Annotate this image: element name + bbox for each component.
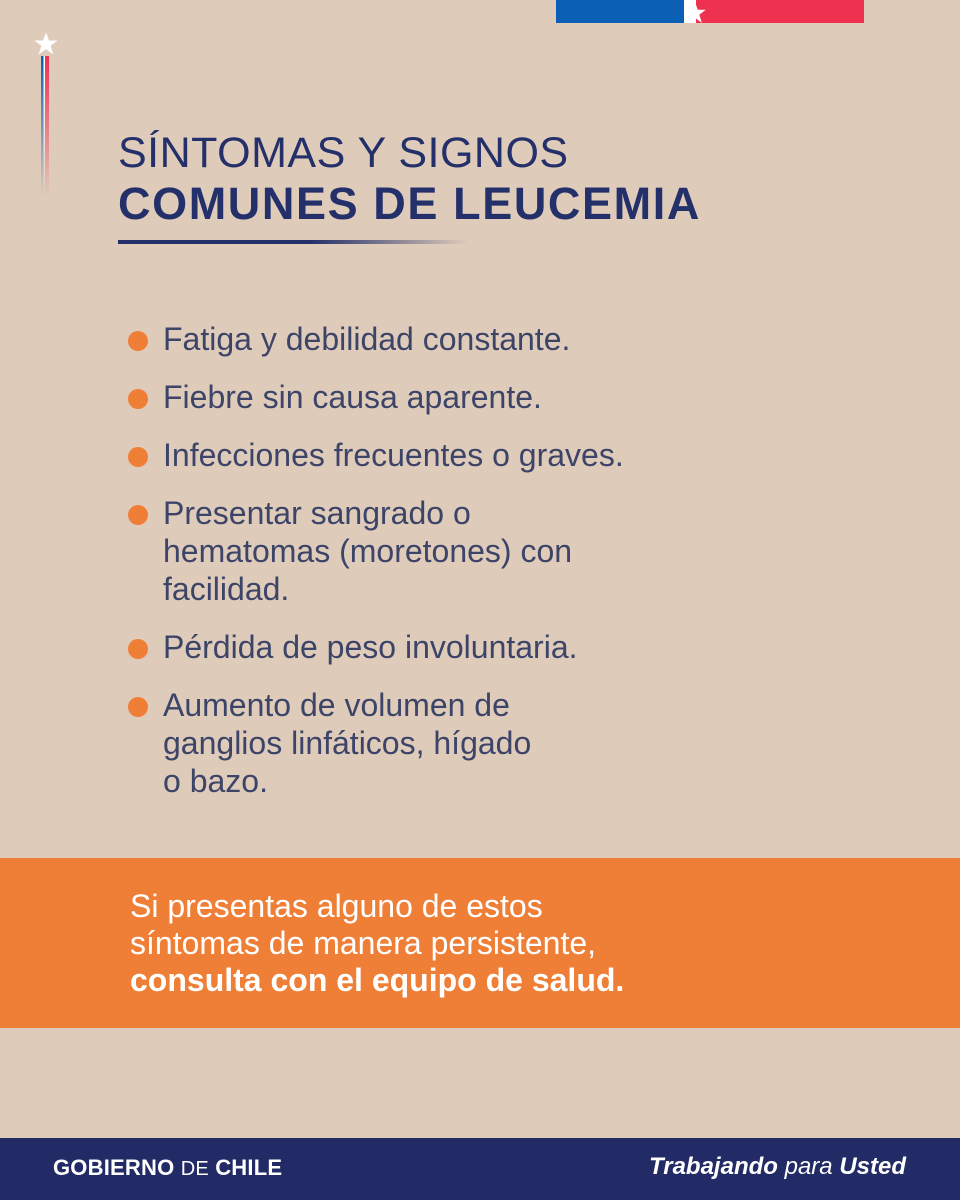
flag-bar	[556, 0, 864, 23]
symptom-text	[163, 686, 531, 800]
footer-word-gobierno: GOBIERNO	[53, 1155, 175, 1180]
list-item	[128, 378, 748, 416]
slogan-word-trabajando: Trabajando	[649, 1153, 778, 1180]
symptom-line: facilidad.	[163, 571, 290, 607]
symptom-line: Presentar sangrado o	[163, 495, 471, 531]
symptom-text	[163, 378, 542, 416]
list-item	[128, 494, 748, 608]
symptom-line: Pérdida de peso involuntaria.	[163, 629, 578, 665]
list-item	[128, 628, 748, 666]
footer	[0, 1138, 960, 1200]
symptom-line: hematomas (moretones) con	[163, 533, 573, 569]
list-item	[128, 320, 748, 358]
title-underline	[118, 240, 468, 244]
symptom-line: Aumento de volumen de	[163, 687, 510, 723]
side-star-icon	[32, 30, 60, 58]
bullet-dot-icon	[128, 505, 148, 525]
symptom-text	[163, 628, 578, 666]
footer-word-chile: CHILE	[215, 1155, 283, 1180]
symptom-line: Fiebre sin causa aparente.	[163, 379, 542, 415]
page-title	[118, 130, 701, 231]
cta-line-1: Si presentas alguno de estos	[130, 888, 543, 924]
symptom-text	[163, 494, 572, 608]
title-line-1: SÍNTOMAS Y SIGNOS	[118, 129, 569, 177]
call-to-action-banner	[0, 858, 960, 1028]
call-to-action-text	[130, 888, 830, 999]
symptom-list	[128, 320, 748, 820]
bullet-dot-icon	[128, 447, 148, 467]
cta-line-3: consulta con el equipo de salud.	[130, 962, 625, 998]
symptom-line: Fatiga y debilidad constante.	[163, 321, 571, 357]
bullet-dot-icon	[128, 697, 148, 717]
symptom-line: o bazo.	[163, 763, 268, 799]
symptom-line: ganglios linfáticos, hígado	[163, 725, 532, 761]
side-stripes	[41, 56, 49, 196]
flag-star-icon	[682, 0, 708, 26]
cta-line-2: síntomas de manera persistente,	[130, 925, 597, 961]
slogan	[649, 1153, 906, 1181]
list-item	[128, 686, 748, 800]
slogan-word-para: para	[784, 1153, 833, 1180]
bullet-dot-icon	[128, 389, 148, 409]
slogan-word-usted: Usted	[839, 1153, 906, 1180]
symptom-text	[163, 436, 624, 474]
list-item	[128, 436, 748, 474]
government-logo-text	[53, 1155, 282, 1181]
footer-word-de: DE	[180, 1158, 209, 1180]
bullet-dot-icon	[128, 639, 148, 659]
bullet-dot-icon	[128, 331, 148, 351]
symptom-text	[163, 320, 570, 358]
symptom-line: Infecciones frecuentes o graves.	[163, 437, 624, 473]
title-line-2: COMUNES DE LEUCEMIA	[118, 178, 701, 230]
